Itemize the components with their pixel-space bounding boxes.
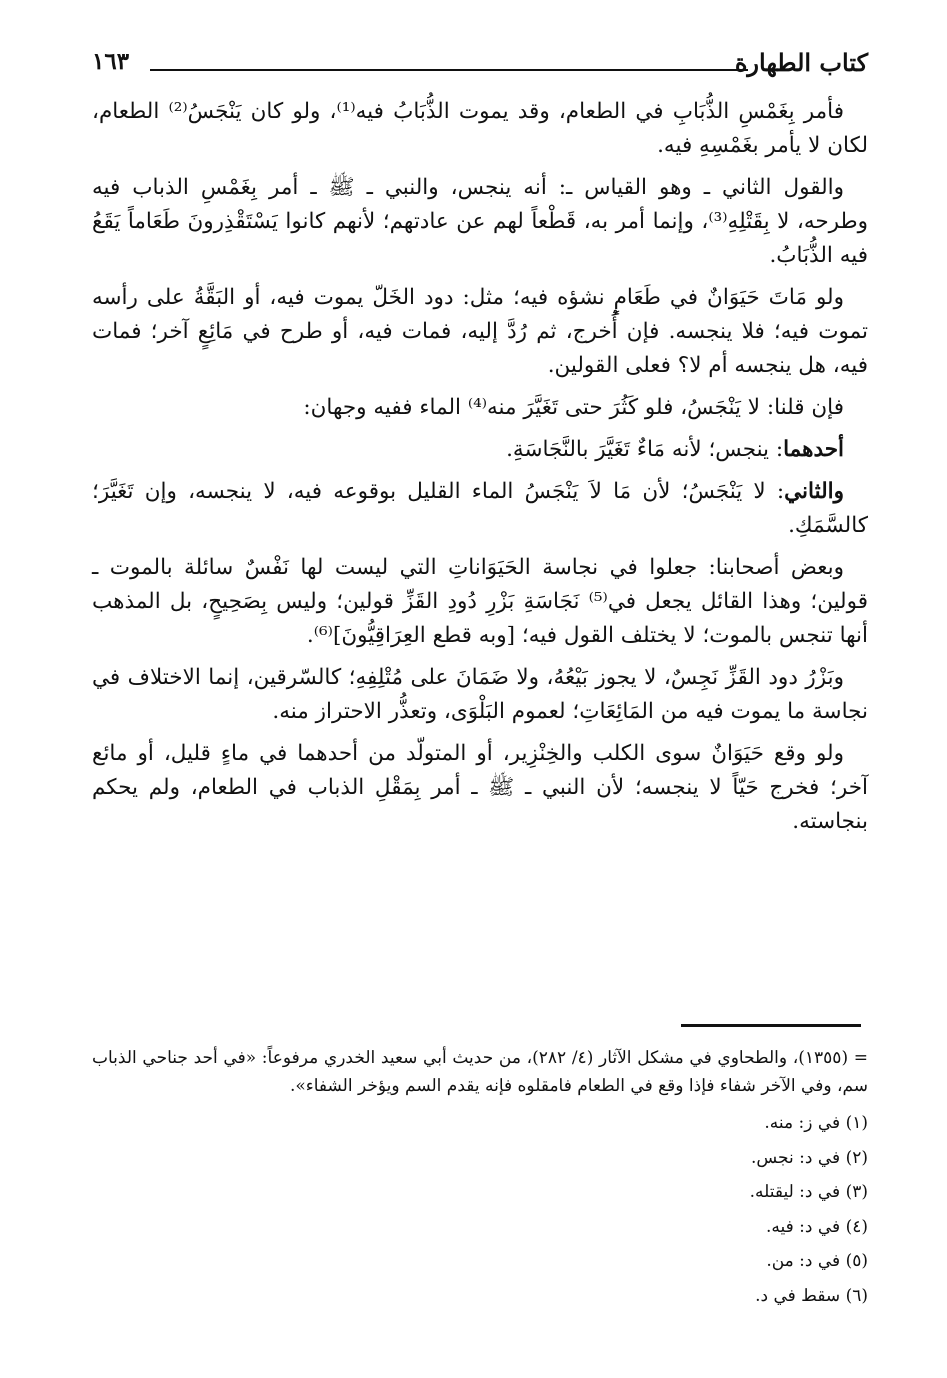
paragraph-second-opinion — [92, 475, 868, 543]
footnote-item: (٦) سقط في د. — [755, 1285, 868, 1306]
footnote-rule — [681, 1024, 861, 1027]
footnotes — [92, 1044, 868, 1313]
paragraph-text: : لا يَنْجَسُ؛ لأن مَا لاَ يَنْجَسُ الماء القليل بوقوعه فيه، لا ينجسه، وإن تَغَيَّرَ؛ كالسَّمَكِ. — [92, 479, 868, 538]
page-number: ١٦٣ — [92, 48, 130, 75]
paragraph: فأمر بِغَمْسِ الذُّبَابِ في الطعام، وقد يموت الذُّبَابُ فيه⁽¹⁾، ولو كان يَنْجَسُ⁽²⁾ الطعام، لكان لا يأمر بغَمْسِهِ فيه. — [92, 99, 868, 158]
paragraph-first-opinion — [92, 433, 868, 467]
footnote-continuation: = (١٣٥٥)، والطحاوي في مشكل الآثار (٤/ ٢٨٢)، من حديث أبي سعيد الخدري مرفوعاً: «في أحد جناحي الذباب سم، وفي الآخر شفاء فإذا وقع في الطعام فامقلوه فإنه يقدم السم ويؤخر الشفاء». — [92, 1048, 868, 1096]
lead-word: والثاني — [784, 479, 844, 504]
footnote-item: (١) في ز: منه. — [764, 1113, 868, 1133]
footnote-item: (٢) في د: نجس. — [750, 1147, 868, 1168]
header-rule — [150, 69, 748, 71]
paragraph-text: : ينجس؛ لأنه مَاءٌ تَغَيَّرَ بالنَّجَاسَةِ. — [506, 437, 784, 462]
paragraph: ولو مَاتَ حَيَوَانٌ في طَعَامٍ نشؤه فيه؛ مثل: دود الخَلّ يموت فيه، أو البَقَّةُ على رأسه تموت فيه؛ فلا ينجسه. فإن أُخرج، ثم رُدَّ إليه، فمات فيه، أو طرح في مَائِعٍ آخر؛ فمات فيه، هل ينجسه أم لا؟ فعلى القولين. — [92, 285, 868, 378]
paragraph: وبَزْرُ دود القَزِّ نَجِسٌ، لا يجوز بَيْعُهُ، ولا ضَمَانَ على مُتْلِفِهِ؛ كالسّرقين، إنما الاختلاف في نجاسة ما يموت فيه من المَائِعَاتِ؛ لعموم البَلْوَى، وتعذُّر الاحتراز منه. — [92, 665, 868, 724]
book-title: كتاب الطهارة — [734, 48, 868, 77]
paragraph: والقول الثاني ـ وهو القياس ـ: أنه ينجس، والنبي ـ ﷺ ـ أمر بِغَمْسِ الذباب فيه وطرحه، لا بِقَتْلِهِ⁽³⁾، وإنما أمر به، قَطْعاً لهم عن عادتهم؛ لأنهم كانوا يَسْتَقْذِرونَ طَعَاماً يَقَعُ فيه الذُّبَابُ. — [92, 175, 868, 268]
footnote-item: (٣) في د: ليقتله. — [749, 1182, 868, 1202]
paragraph: فإن قلنا: لا يَنْجَسُ، فلو كَثُرَ حتى تَغَيَّرَ منه⁽⁴⁾ الماء ففيه وجهان: — [303, 395, 844, 420]
paragraph: وبعض أصحابنا: جعلوا في نجاسة الحَيَوَاناتِ التي ليست لها نَفْسٌ سائلة بالموت ـ قولين؛ وهذا القائل يجعل في⁽⁵⁾ نَجَاسَةِ بَزْرِ دُودِ القَزِّ قولين؛ وليس بِصَحِيحٍ، بل المذهب أنها تنجس بالموت؛ لا يختلف القول فيه؛ [وبه قطع العِرَاقِيُّونَ]⁽⁶⁾. — [92, 555, 868, 648]
lead-word: أحدهما — [783, 437, 844, 462]
running-header — [92, 48, 868, 88]
paragraph: ولو وقع حَيَوَانٌ سوى الكلب والخِنْزِير، أو المتولّد من أحدهما في ماءٍ قليل، أو مائع آخر؛ فخرج حَيّاً لا ينجسه؛ لأن النبي ـ ﷺ ـ أمر بِمَقْلِ الذباب في الطعام، ولم يحكم بنجاسته. — [92, 741, 868, 834]
main-text — [92, 95, 868, 847]
footnote-item: (٥) في د: من. — [766, 1251, 868, 1271]
footnote-item: (٤) في د: فيه. — [766, 1216, 868, 1237]
